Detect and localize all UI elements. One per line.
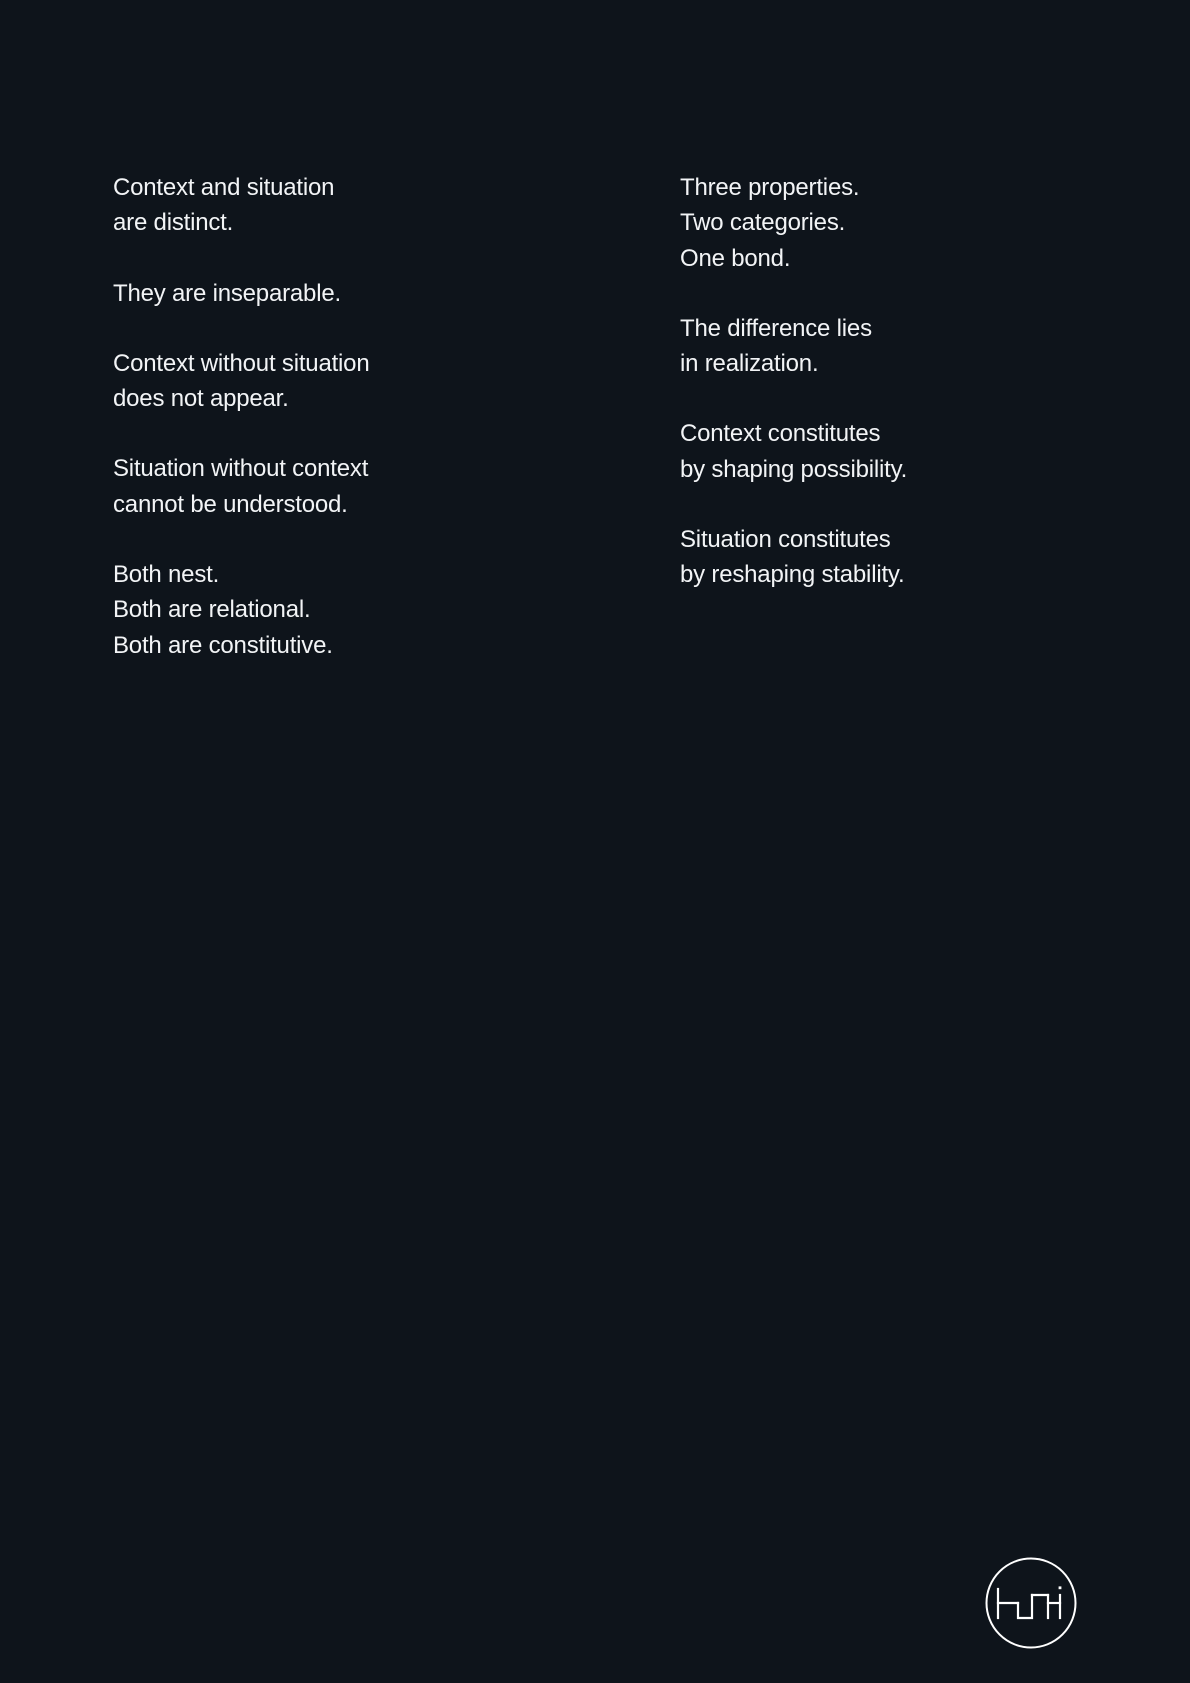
text-line: Situation constitutes	[680, 526, 891, 554]
text-line: Both are constitutive.	[113, 631, 333, 659]
circular-monogram-logo-icon	[985, 1557, 1077, 1649]
text-line: Context constitutes	[680, 420, 881, 448]
stanza	[680, 170, 1140, 276]
text-line: cannot be understood.	[113, 490, 348, 518]
text-line: Two categories.	[680, 209, 846, 237]
text-line: by reshaping stability.	[680, 561, 905, 589]
stanza	[113, 276, 573, 311]
stanza	[113, 557, 573, 663]
text-line: Situation without context	[113, 455, 369, 483]
logo-icon	[985, 1557, 1077, 1649]
stanza	[680, 311, 1140, 382]
text-line: They are inseparable.	[113, 279, 341, 307]
text-line: Both nest.	[113, 561, 220, 589]
right-column	[680, 170, 1140, 628]
text-line: are distinct.	[113, 209, 234, 237]
text-line: The difference lies	[680, 314, 872, 342]
left-column	[113, 170, 573, 698]
text-line: in realization.	[680, 350, 819, 378]
text-line: One bond.	[680, 244, 791, 272]
stanza	[113, 451, 573, 522]
stanza	[113, 170, 573, 241]
text-line: Both are relational.	[113, 596, 311, 624]
text-line: does not appear.	[113, 385, 289, 413]
stanza	[680, 416, 1140, 487]
text-line: Context without situation	[113, 349, 370, 377]
text-line: by shaping possibility.	[680, 455, 908, 483]
text-line: Context and situation	[113, 174, 335, 201]
stanza	[680, 522, 1140, 593]
stanza	[113, 346, 573, 417]
text-line: Three properties.	[680, 174, 860, 201]
